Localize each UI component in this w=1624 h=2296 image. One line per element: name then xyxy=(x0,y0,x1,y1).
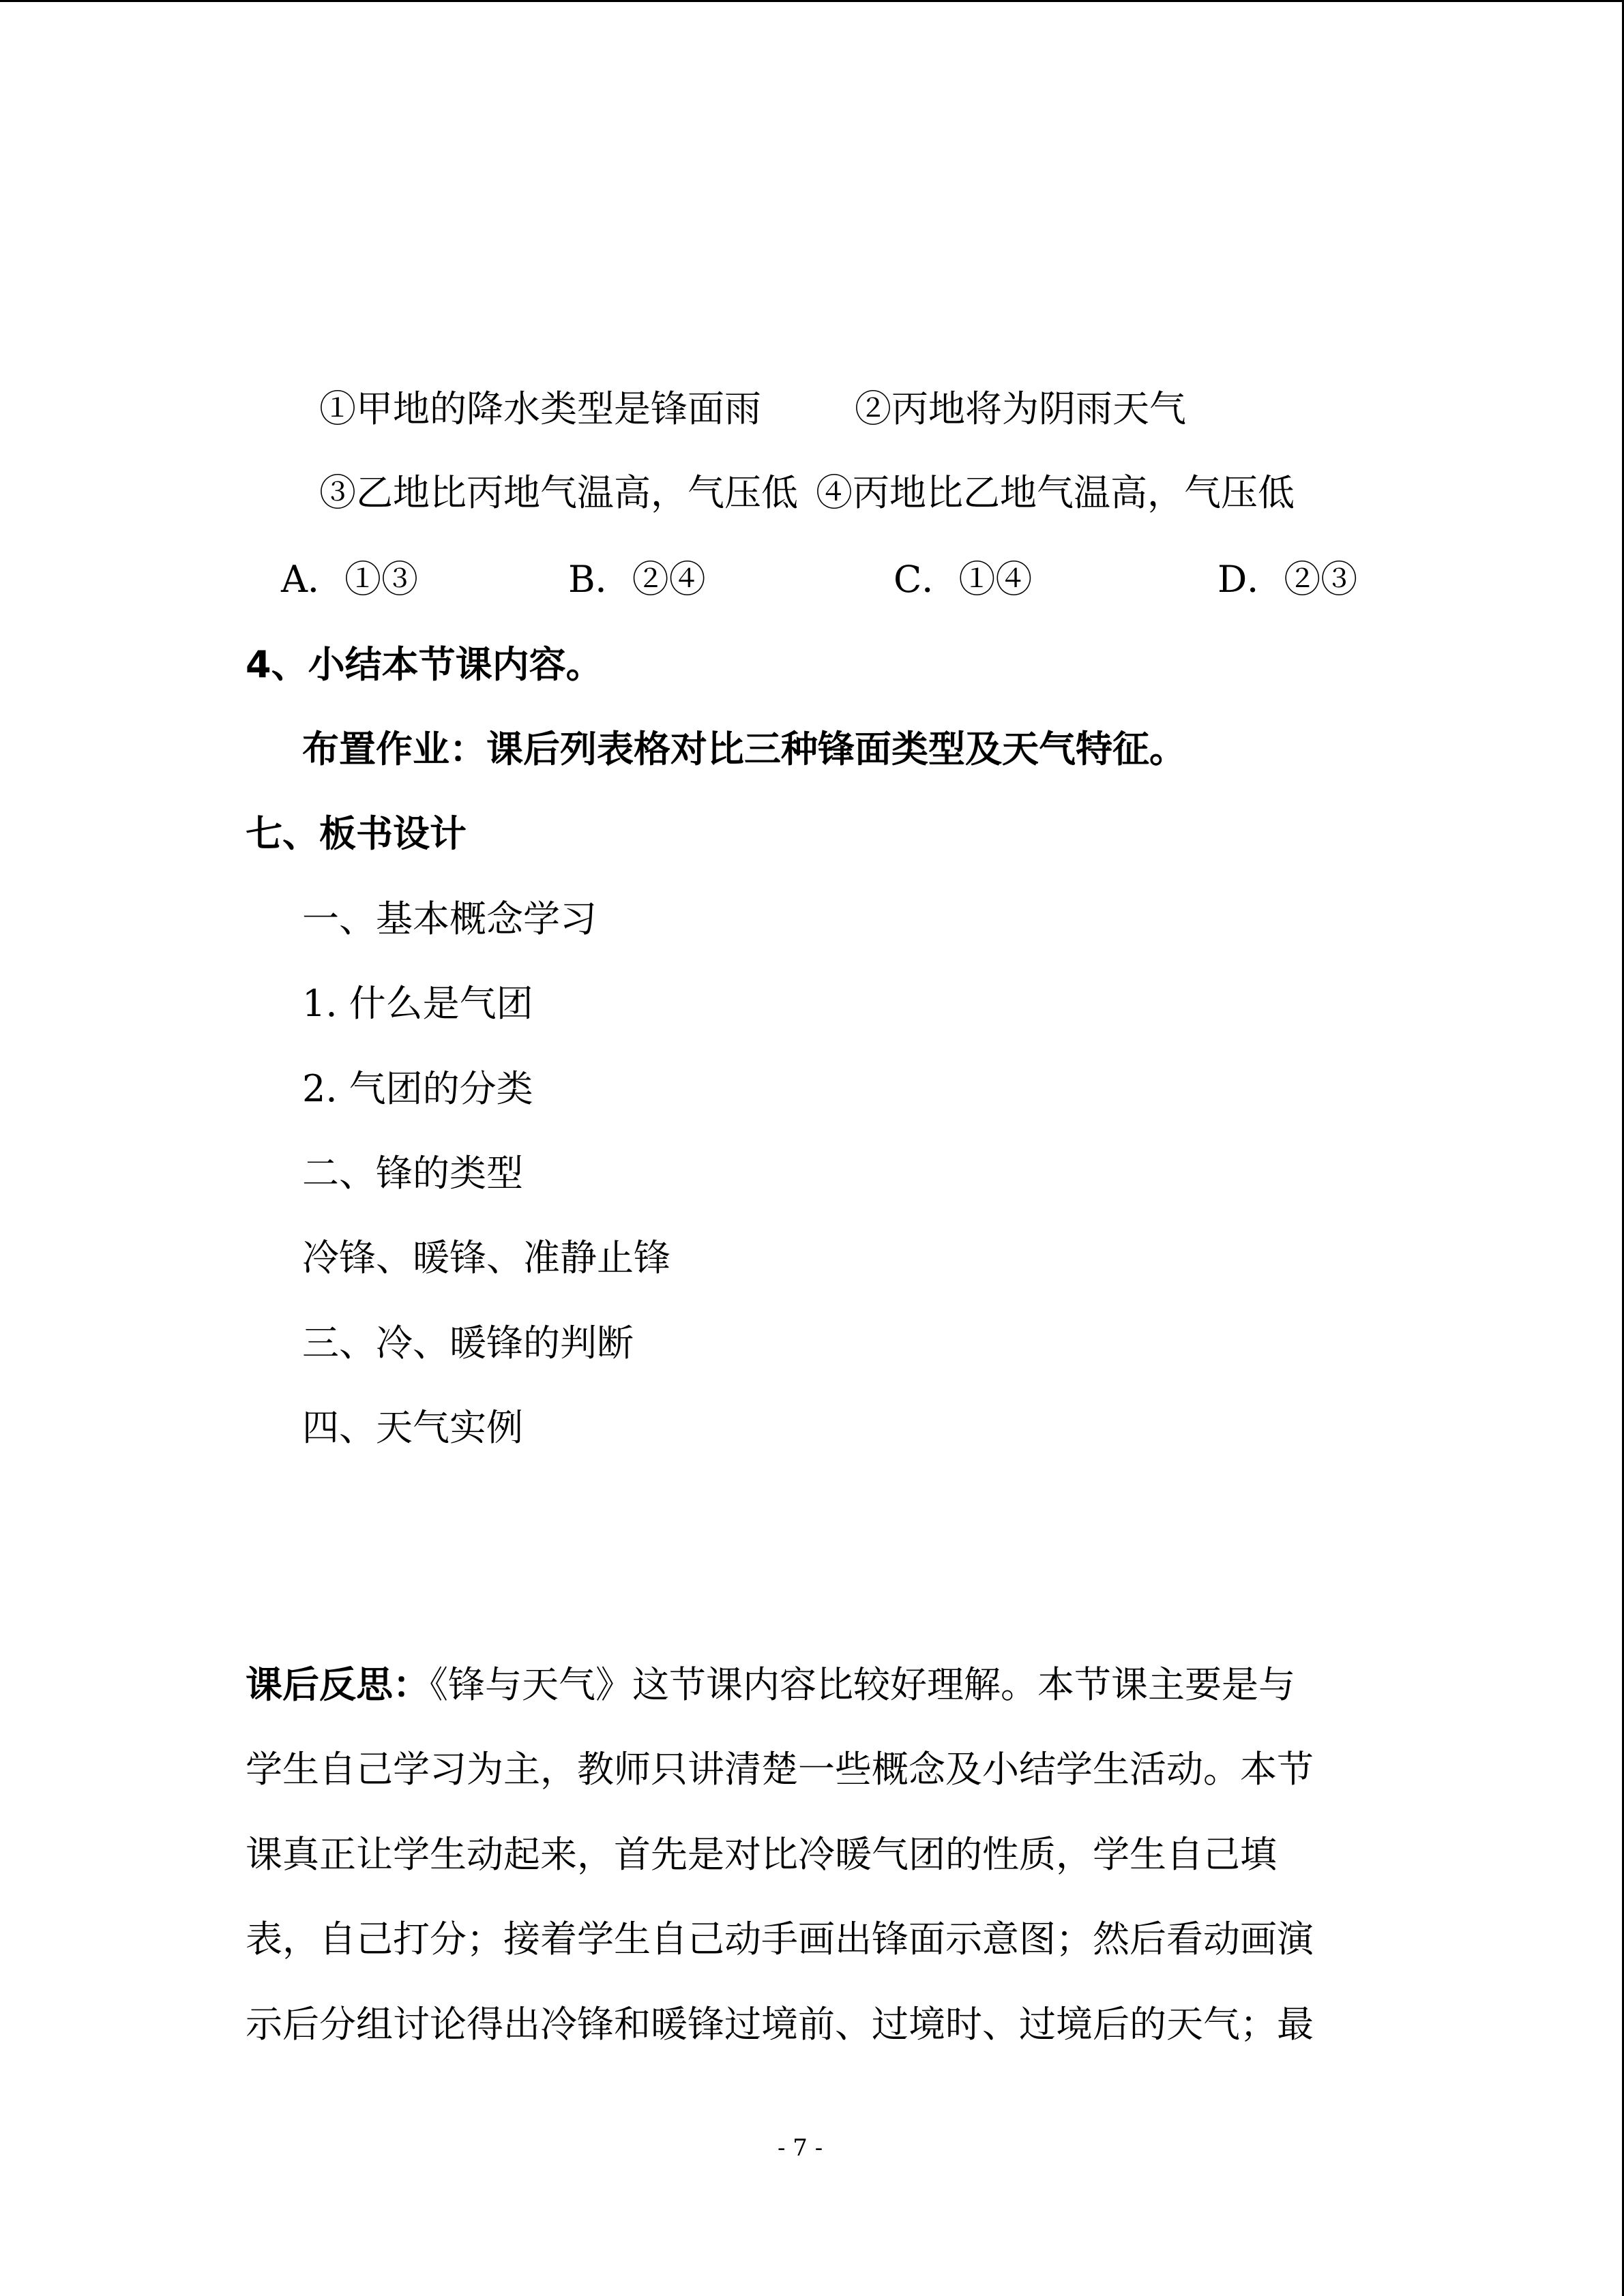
board-heading: 七、板书设计 xyxy=(246,812,467,855)
reflection-line-2: 学生自己学习为主，教师只讲清楚一些概念及小结学生活动。本节 xyxy=(246,1748,1314,1791)
option-b: B．②④ xyxy=(568,558,706,601)
statement-1: ①甲地的降水类型是锋面雨 xyxy=(319,387,761,430)
summary-heading: 4、小结本节课内容。 xyxy=(246,643,603,686)
board-item: 三、冷、暖锋的判断 xyxy=(302,1322,634,1365)
option-c: C．①④ xyxy=(894,558,1033,601)
board-item: 二、锋的类型 xyxy=(302,1152,523,1195)
reflection-label: 课后反思： xyxy=(246,1663,430,1706)
board-item: 1. 什么是气团 xyxy=(302,982,533,1025)
reflection-text-1: 《锋与天气》这节课内容比较好理解。本节课主要是与 xyxy=(430,1663,1295,1706)
homework-line: 布置作业：课后列表格对比三种锋面类型及天气特征。 xyxy=(302,728,1186,771)
board-item: 冷锋、暖锋、准静止锋 xyxy=(302,1236,670,1279)
statement-4: ④丙地比乙地气温高，气压低 xyxy=(816,471,1295,514)
reflection-line-3: 课真正让学生动起来，首先是对比冷暖气团的性质，学生自己填 xyxy=(246,1833,1277,1876)
statement-2: ②丙地将为阴雨天气 xyxy=(855,387,1186,430)
option-a: A．①③ xyxy=(281,558,418,601)
statement-3: ③乙地比丙地气温高，气压低 xyxy=(319,471,798,514)
reflection-line-5: 示后分组讨论得出冷锋和暖锋过境前、过境时、过境后的天气；最 xyxy=(246,2003,1314,2046)
page-number: - 7 - xyxy=(778,2134,823,2162)
board-item: 四、天气实例 xyxy=(302,1406,523,1449)
board-item: 2. 气团的分类 xyxy=(302,1067,533,1110)
option-d: D．②③ xyxy=(1217,558,1358,601)
reflection-line-1 xyxy=(246,1661,1295,1709)
board-item: 一、基本概念学习 xyxy=(302,897,597,940)
reflection-line-4: 表，自己打分；接着学生自己动手画出锋面示意图；然后看动画演 xyxy=(246,1918,1314,1960)
page-border-top xyxy=(0,0,1624,2)
